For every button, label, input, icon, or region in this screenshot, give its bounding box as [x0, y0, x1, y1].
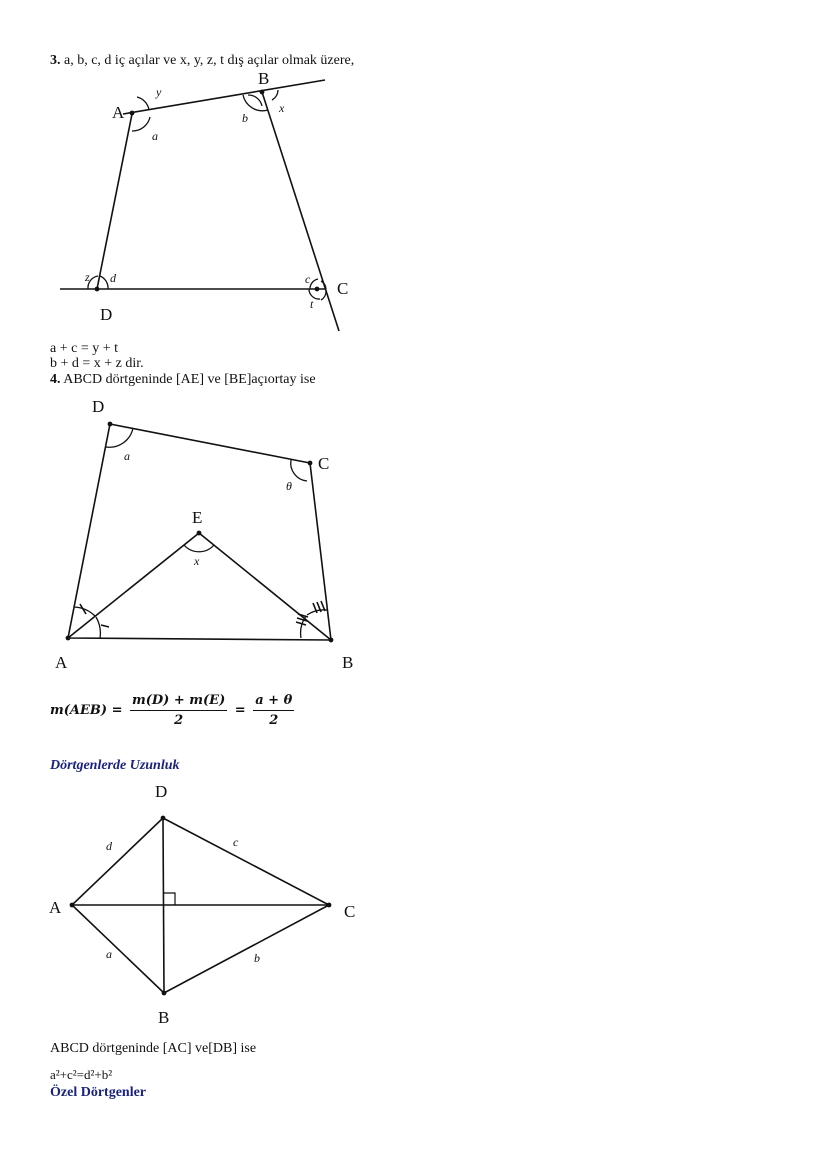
side-d-label: d	[106, 839, 112, 853]
vertex-B-label: B	[158, 1008, 170, 1027]
side-c-label: c	[233, 835, 239, 849]
equation-2: b + d = x + z dir.	[50, 356, 144, 371]
fraction-1-denominator: 2	[174, 713, 184, 728]
length-relation: a²+c²=d²+b²	[50, 1067, 113, 1082]
heading-special-quadrilaterals: Özel Dörtgenler	[50, 1085, 147, 1100]
vertex-A-label: A	[49, 898, 62, 917]
problem-3-number: 3.	[50, 53, 61, 68]
angle-a-label: a	[124, 449, 130, 463]
vertex-B-label: B	[258, 69, 270, 88]
vertex-B-label: B	[342, 653, 354, 672]
formula-fraction-1	[130, 693, 227, 728]
angle-t-label: t	[310, 297, 314, 311]
problem-4-number: 4.	[50, 372, 61, 387]
side-a-label: a	[106, 947, 112, 961]
vertex-A-label: A	[112, 103, 125, 122]
perpendicular-statement: ABCD dörtgeninde [AC] ve[DB] ise	[50, 1041, 257, 1056]
vertex-D-label: D	[100, 305, 113, 324]
angle-a-label: a	[152, 129, 158, 143]
heading-lengths: Dörtgenlerde Uzunluk	[50, 758, 180, 773]
fraction-2-denominator: 2	[269, 713, 279, 728]
vertex-D-label: D	[92, 397, 105, 416]
vertex-A-label: A	[55, 653, 68, 672]
vertex-E-label: E	[192, 508, 203, 527]
angle-x-label: x	[279, 101, 285, 115]
formula-fraction-2	[253, 693, 294, 728]
vertex-C-label: C	[337, 279, 349, 298]
angle-d-label: d	[110, 271, 116, 285]
problem-4-text: ABCD dörtgeninde [AE] ve [BE]açıortay ise	[63, 372, 316, 387]
angle-b-label: b	[242, 111, 248, 125]
problem-3-text: a, b, c, d iç açılar ve x, y, z, t dış açılar olmak üzere,	[64, 53, 355, 68]
fraction-2-numerator: a + θ	[253, 693, 294, 711]
formula-equals: =	[234, 703, 246, 718]
vertex-C-label: C	[318, 454, 330, 473]
side-b-label: b	[254, 951, 260, 965]
angle-z-label: z	[85, 270, 90, 284]
problem-4-intro	[50, 372, 316, 388]
vertex-D-label: D	[155, 782, 168, 801]
angle-y-label: y	[156, 85, 162, 99]
fraction-1-numerator: m(D) + m(E)	[130, 693, 227, 711]
bisector-formula	[50, 693, 297, 728]
vertex-C-label: C	[344, 902, 356, 921]
angle-theta-label: θ	[286, 479, 292, 493]
angle-c-label: c	[305, 272, 311, 286]
equation-1: a + c = y + t	[50, 341, 119, 356]
formula-lhs: m(AEB) =	[50, 703, 123, 718]
angle-x-label: x	[194, 554, 200, 568]
